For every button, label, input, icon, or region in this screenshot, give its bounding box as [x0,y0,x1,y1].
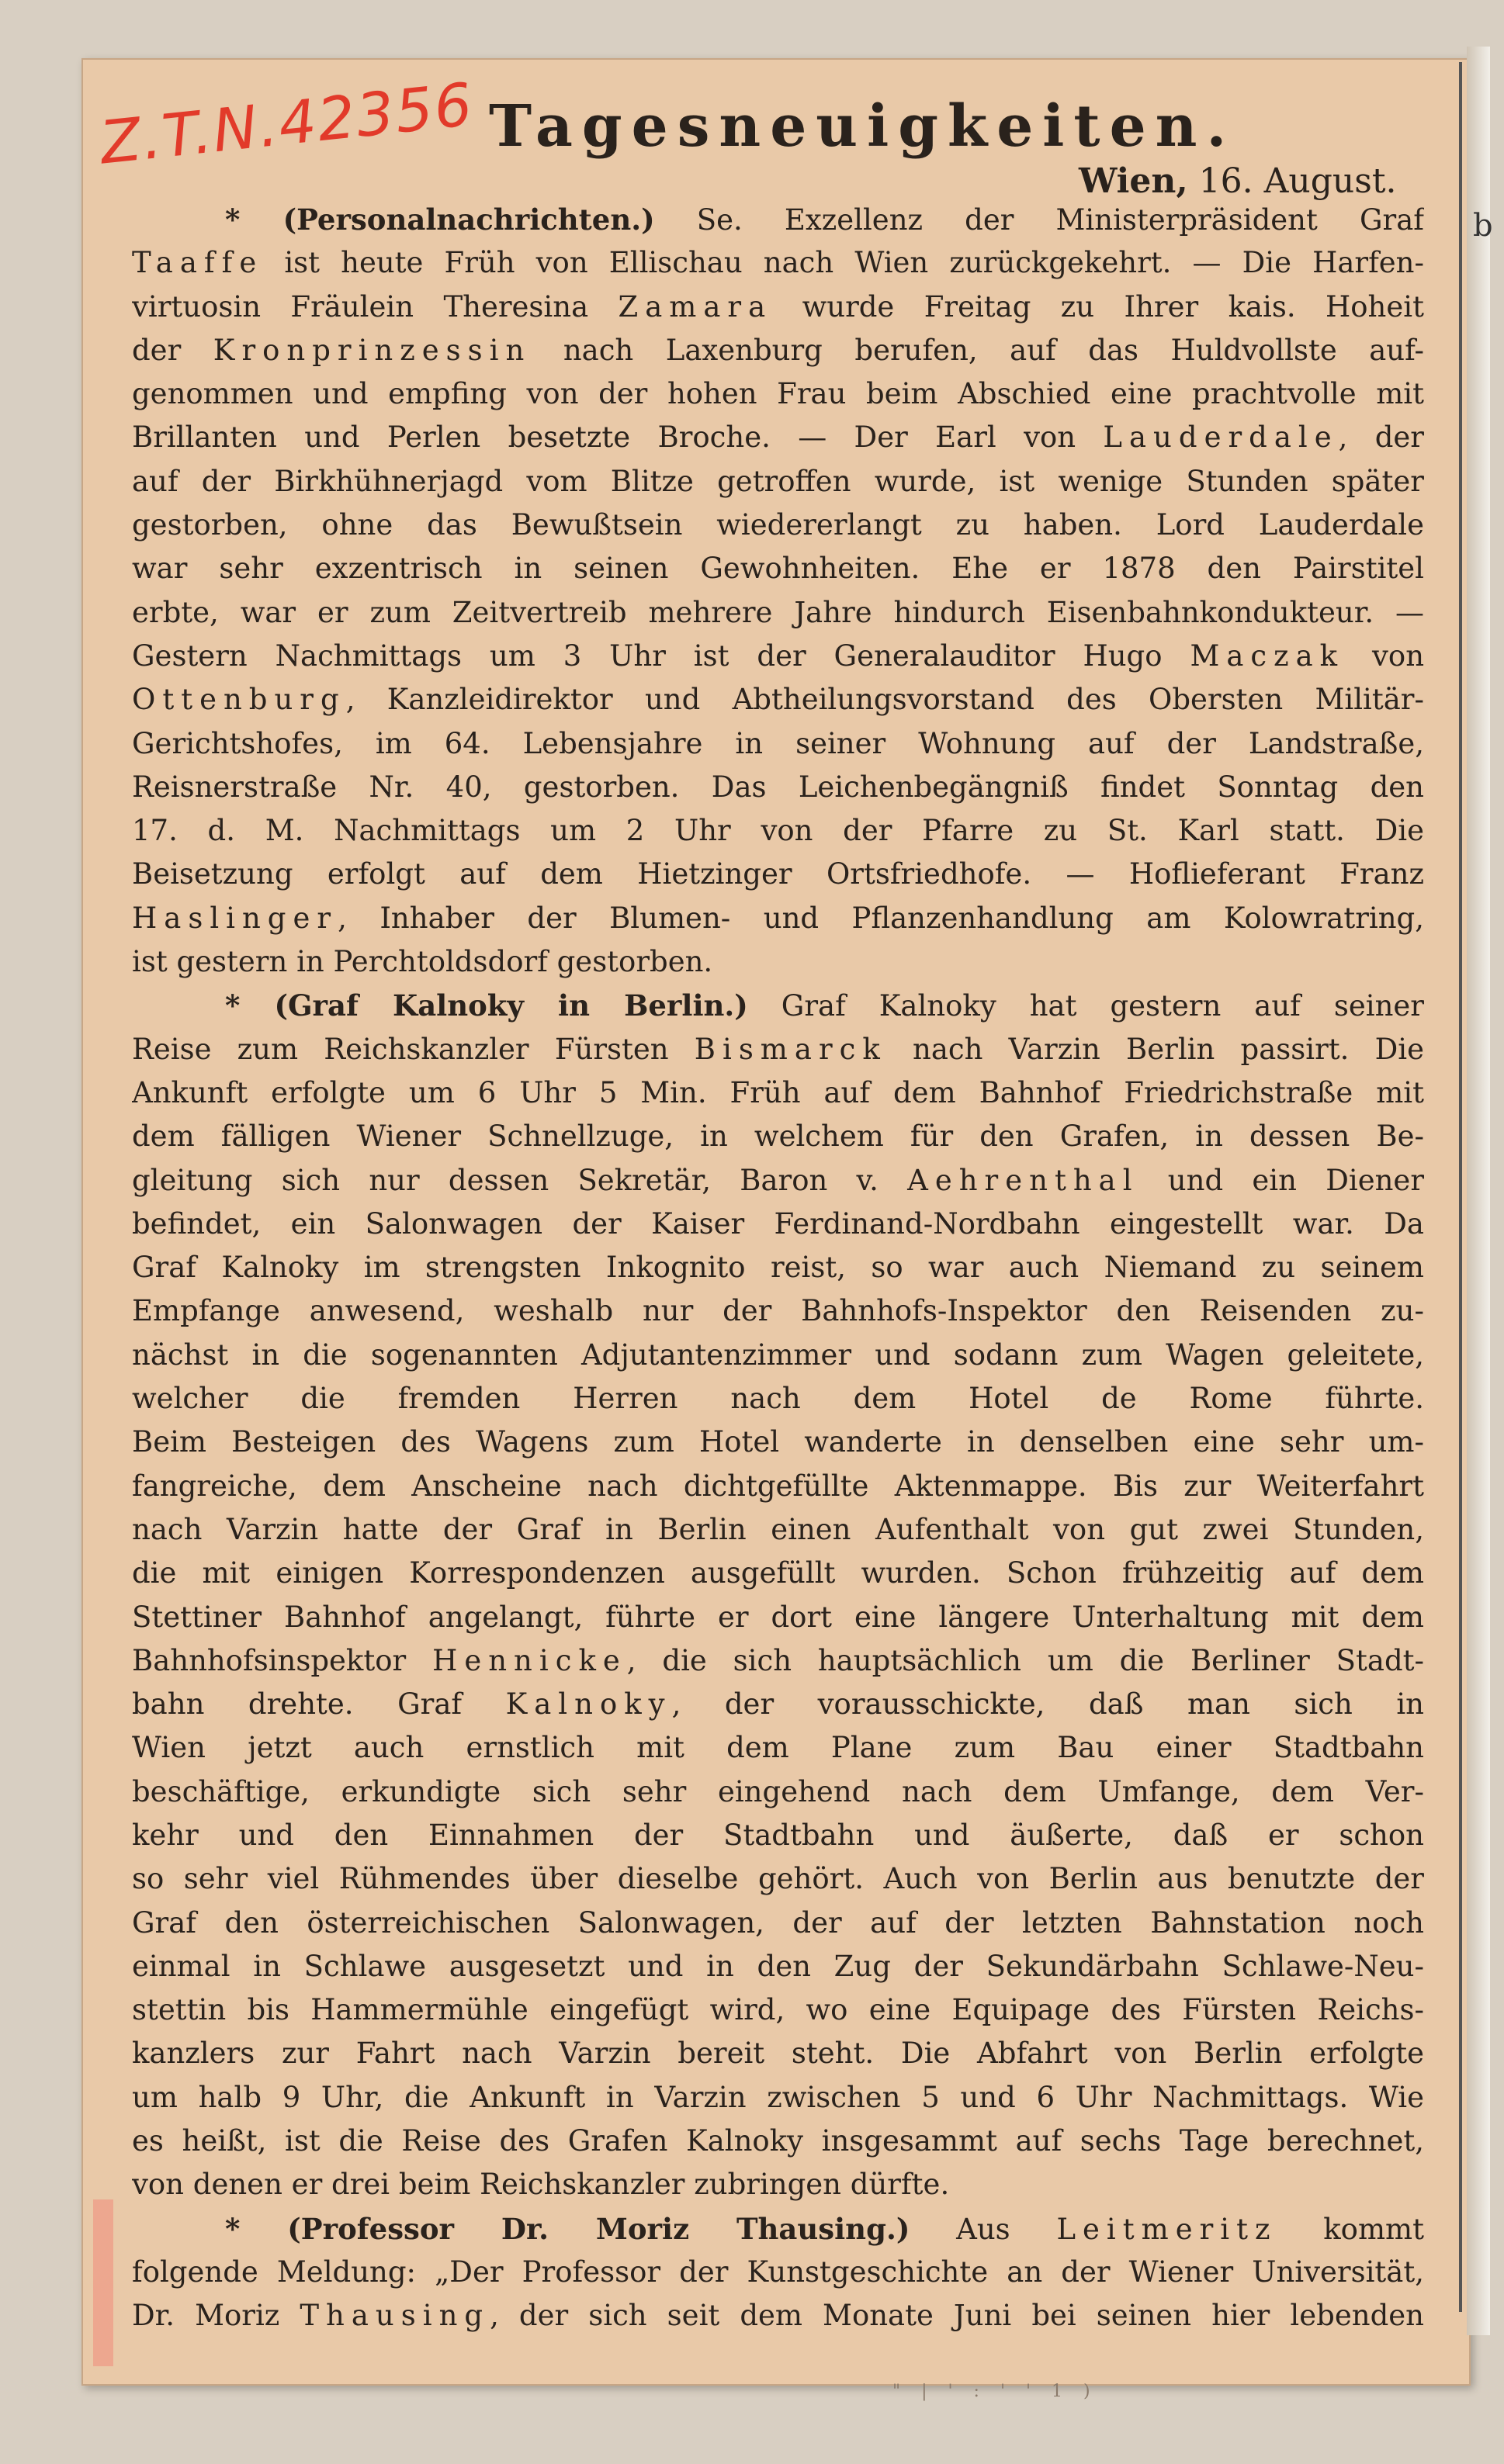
line-text: Beim Besteigen des Wagens zum Hotel wanderte in denselben eine sehr um- [132,1425,1424,1459]
text-line [132,1552,1424,1595]
text-line [132,460,1424,504]
line-text: kanzlers zur Fahrt nach Varzin bereit steht. Die Abfahrt von Berlin erfolgte [132,2037,1424,2071]
text-line [132,591,1424,635]
text-line [132,1902,1424,1945]
text-line [132,1945,1424,1988]
text-line [132,1683,1424,1726]
text-line [132,1289,1424,1333]
text-line [132,1596,1424,1639]
line-text: Brillanten und Perlen besetzte Broche. — Der Earl von [132,420,1076,455]
text-line [132,329,1424,372]
line-text: Graf Kalnoky hat gestern auf seiner [781,989,1424,1023]
text-line [132,416,1424,459]
line-text: 17. d. M. Nachmittags um 2 Uhr von der Pfarre zu St. Karl statt. Die [132,814,1424,848]
line-text: , der sich seit dem Monate Juni bei seinen hier lebenden [490,2299,1424,2333]
subheading: * (Personalnachrichten.) [225,202,655,237]
line-text: Se. Exzellenz der Ministerpräsident Graf [696,203,1424,237]
spaced-name: Taaffe [132,246,264,280]
text-line [132,1071,1424,1115]
line-text: der [132,333,182,367]
line-text: nach Varzin hatte der Graf in Berlin einen Aufenthalt von gut zwei Stunden, [132,1512,1424,1546]
text-line [132,1246,1424,1289]
text-line [132,1988,1424,2032]
text-line [132,1115,1424,1158]
line-text: Ankunft erfolgte um 6 Uhr 5 Min. Früh auf dem Bahnhof Friedrichstraße mit [132,1075,1424,1109]
text-line [132,1814,1424,1857]
spaced-name: Hennicke [432,1643,627,1677]
text-line [132,1508,1424,1552]
line-text: und ein Diener [1167,1163,1424,1197]
spaced-name: Ottenburg [132,683,346,717]
text-line [132,1857,1424,1901]
line-text: von [1372,638,1424,673]
line-text: fangreiche, dem Anscheine nach dichtgefüllte Aktenmappe. Bis zur Weiterfahrt [132,1469,1424,1503]
line-text: Graf Kalnoky im strengsten Inkognito reist, so war auch Niemand zu seinem [132,1251,1424,1285]
line-text: so sehr viel Rühmendes über dieselbe gehört. Auch von Berlin aus benutzte der [132,1862,1424,1896]
line-text: Stettiner Bahnhof angelangt, führte er dort eine längere Unterhaltung mit dem [132,1600,1424,1634]
spaced-name: Haslinger [132,901,338,935]
line-text: auf der Birkhühnerjagd vom Blitze getroffen wurde, ist wenige Stunden später [132,464,1424,498]
line-text: nach Laxenburg berufen, auf das Huldvollste auf- [563,333,1424,367]
line-text: kommt [1323,2212,1424,2246]
line-text: stettin bis Hammermühle eingefügt wird, wo eine Equipage des Fürsten Reichs- [132,1993,1424,2027]
line-text: befindet, ein Salonwagen der Kaiser Ferdinand-Nordbahn eingestellt war. Da [132,1206,1424,1241]
text-line [132,198,1424,241]
line-text: dem fälligen Wiener Schnellzuge, in welchem für den Grafen, in dessen Be- [132,1120,1424,1154]
adjacent-page-edge [1467,47,1490,2335]
line-text: , Kanzleidirektor und Abtheilungsvorstand des Obersten Militär- [345,683,1424,717]
text-line [132,1028,1424,1071]
text-line [132,286,1424,329]
dateline-place: Wien, [1079,161,1188,201]
line-text: genommen und empfing von der hohen Frau beim Abschied eine prachtvolle mit [132,377,1424,411]
line-text: Reise zum Reichskanzler Fürsten [132,1032,669,1066]
line-text: einmal in Schlawe ausgesetzt und in den Zug der Sekundärbahn Schlawe-Neu- [132,1949,1424,1983]
dateline [1079,161,1397,201]
text-line [132,722,1424,766]
adjacent-page-letter: b [1473,208,1493,244]
line-text: Bahnhofsinspektor [132,1643,407,1677]
text-line [132,241,1424,285]
line-text: beschäftige, erkundigte sich sehr eingehend nach dem Umfange, dem Ver- [132,1774,1424,1808]
text-line [132,984,1424,1027]
line-text: Dr. Moriz [132,2299,280,2333]
text-line [132,766,1424,809]
text-line [132,1465,1424,1508]
text-line [132,635,1424,678]
line-text: von denen er drei beim Reichskanzler zubringen dürfte. [132,2168,950,2202]
section-title: Tagesneuigkeiten. [489,93,1236,160]
line-text: Gestern Nachmittags um 3 Uhr ist der Generalauditor Hugo [132,638,1163,673]
text-line [132,1421,1424,1464]
line-text: Beisetzung erfolgt auf dem Hietzinger Ortsfriedhofe. — Hoflieferant Franz [132,857,1424,891]
subheading: * (Professor Dr. Moriz Thausing.) [225,2211,910,2246]
text-line [132,547,1424,590]
line-text: ist gestern in Perchtoldsdorf gestorben. [132,945,713,979]
spaced-name: Leitmeritz [1056,2212,1277,2246]
spaced-name: Thausing [300,2299,490,2333]
text-line [132,2076,1424,2120]
line-text: wurde Freitag zu Ihrer kais. Hoheit [802,289,1424,324]
line-text: war sehr exzentrisch in seinen Gewohnheiten. Ehe er 1878 den Pairstitel [132,552,1424,586]
line-text: , der vorausschickte, daß man sich in [671,1687,1424,1722]
line-text: Reisnerstraße Nr. 40, gestorben. Das Leichenbegängniß findet Sonntag den [132,770,1424,804]
spaced-name: Zamara [618,289,773,324]
subheading: * (Graf Kalnoky in Berlin.) [225,988,748,1023]
line-text: Gerichtshofes, im 64. Lebensjahre in seiner Wohnung auf der Landstraße, [132,726,1424,760]
text-line [132,2032,1424,2075]
text-line [132,2251,1424,2294]
line-text: , die sich hauptsächlich um die Berliner Stadt- [626,1643,1424,1677]
line-text: gleitung sich nur dessen Sekretär, Baron v. [132,1163,878,1197]
margin-marker-stripe [93,2199,113,2366]
line-text: kehr und den Einnahmen der Stadtbahn und äußerte, daß er schon [132,1818,1424,1852]
text-line [132,1726,1424,1770]
text-line [132,678,1424,722]
line-text: nächst in die sogenannten Adjutantenzimmer und sodann zum Wagen geleitete, [132,1338,1424,1372]
line-text: um halb 9 Uhr, die Ankunft in Varzin zwischen 5 und 6 Uhr Nachmittags. Wie [132,2080,1424,2114]
text-line [132,504,1424,547]
line-text: , Inhaber der Blumen- und Pflanzenhandlung am Kolowratring, [338,901,1424,935]
text-line [132,1334,1424,1377]
line-text: nach Varzin Berlin passirt. Die [913,1032,1424,1066]
text-line [132,1639,1424,1683]
text-line [132,853,1424,896]
line-text: es heißt, ist die Reise des Grafen Kalnoky insgesammt auf sechs Tage berechnet, [132,2124,1424,2158]
line-text: virtuosin Fräulein Theresina [132,289,589,324]
dateline-date: 16. August. [1198,161,1397,201]
text-line [132,1377,1424,1421]
page-edge-shadow [1459,62,1462,2312]
spaced-name: Bismarck [694,1032,887,1066]
spaced-name: Kronprinzessin [213,333,532,367]
line-text: bahn drehte. Graf [132,1687,463,1722]
text-line [132,2207,1424,2251]
line-text: Wien jetzt auch ernstlich mit dem Plane zum Bau einer Stadtbahn [132,1731,1424,1765]
line-text: welcher die fremden Herren nach dem Hotel de Rome führte. [132,1382,1424,1416]
text-line [132,1770,1424,1814]
text-line [132,1159,1424,1203]
spaced-name: Lauderdale [1103,420,1339,455]
line-text: gestorben, ohne das Bewußtsein wiedererlangt zu haben. Lord Lauderdale [132,508,1424,542]
text-line [132,1203,1424,1246]
text-line [132,897,1424,940]
text-line [132,809,1424,853]
text-line [132,2163,1424,2206]
article-body [132,198,1424,2338]
line-text: erbte, war er zum Zeitvertreib mehrere Jahre hindurch Eisenbahnkondukteur. — [132,595,1424,629]
spaced-name: Kalnoky [505,1687,672,1722]
line-text: Empfange anwesend, weshalb nur der Bahnhofs-Inspektor den Reisenden zu- [132,1294,1424,1328]
line-text: die mit einigen Korrespondenzen ausgefüllt wurden. Schon frühzeitig auf dem [132,1556,1424,1590]
text-line [132,2120,1424,2163]
line-text: folgende Meldung: „Der Professor der Kunstgeschichte an der Wiener Universität, [132,2255,1424,2289]
text-line [132,372,1424,416]
spaced-name: Aehrenthal [907,1163,1139,1197]
cutoff-text-remnants: " | ' : ' ' 1 ) [892,2382,1098,2401]
text-line [132,940,1424,984]
text-line [132,2294,1424,2338]
line-text: Graf den österreichischen Salonwagen, der auf der letzten Bahnstation noch [132,1905,1424,1940]
line-text: ist heute Früh von Ellischau nach Wien zurückgekehrt. — Die Harfen- [284,246,1424,280]
spaced-name: Maczak [1190,638,1345,673]
line-text: , der [1338,420,1424,455]
line-text: Aus [956,2212,1010,2246]
archive-number-stamp: Z.T.N.42356 [97,69,477,178]
